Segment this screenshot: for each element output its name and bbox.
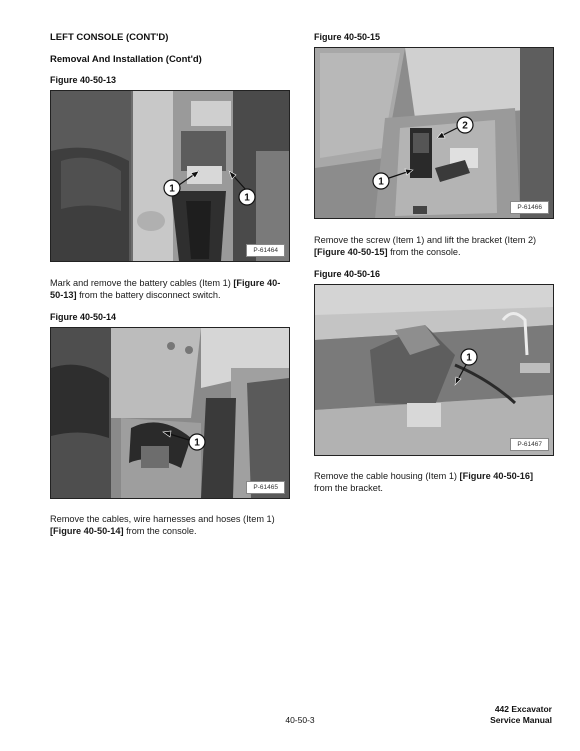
- text-run: Mark and remove the battery cables (Item 1): [50, 278, 234, 288]
- footer-product-block: [490, 704, 552, 726]
- section-title: LEFT CONSOLE (CONT'D): [50, 32, 169, 43]
- figure-caption: Figure 40-50-16: [314, 269, 381, 279]
- photo-id: P-61464: [246, 244, 285, 257]
- paragraph: [314, 234, 554, 258]
- figure-caption: Figure 40-50-13: [50, 75, 117, 85]
- callout-overlay: [51, 328, 289, 498]
- figure-reference: [Figure 40-50-15]: [314, 247, 388, 257]
- text-run: from the bracket.: [314, 483, 383, 493]
- figure-caption: Figure 40-50-14: [50, 312, 117, 322]
- figure-photo-40-50-15: [314, 47, 554, 219]
- callout-number: 1: [194, 437, 200, 449]
- page-number: 40-50-3: [285, 715, 315, 725]
- callout-overlay: [315, 285, 553, 455]
- text-run: from the console.: [123, 526, 197, 536]
- callout-number: 2: [462, 120, 468, 132]
- figure-reference: [Figure 40-: [233, 278, 281, 288]
- callout-overlay: [51, 91, 289, 261]
- text-run: from the battery disconnect switch.: [76, 290, 221, 300]
- figure-reference: 50-13]: [50, 290, 77, 300]
- figure-photo-40-50-14: [50, 327, 290, 499]
- paragraph: [314, 470, 554, 494]
- text-run: Remove the cable housing (Item 1): [314, 471, 460, 481]
- figure-reference: [Figure 40-50-14]: [50, 526, 124, 536]
- text-run: Remove the cables, wire harnesses and hoses (Item 1): [50, 514, 275, 524]
- callout-overlay: [315, 48, 553, 218]
- product-name: 442 Excavator: [494, 704, 552, 714]
- figure-photo-40-50-16: [314, 284, 554, 456]
- paragraph: [50, 277, 290, 301]
- callout-number: 1: [466, 352, 472, 364]
- callout-number: 1: [169, 183, 175, 195]
- figure-photo-40-50-13: [50, 90, 290, 262]
- photo-id: P-61465: [246, 481, 285, 494]
- subsection-title: Removal And Installation (Cont'd): [50, 54, 202, 65]
- text-run: from the console.: [387, 247, 461, 257]
- figure-reference: [Figure 40-50-16]: [459, 471, 534, 481]
- manual-name: Service Manual: [490, 715, 552, 725]
- callout-number: 1: [378, 176, 384, 188]
- paragraph: [50, 513, 290, 537]
- photo-id: P-61467: [510, 438, 549, 451]
- text-run: Remove the screw (Item 1) and lift the bracket (Item 2): [314, 235, 537, 245]
- callout-number: 1: [244, 192, 250, 204]
- figure-caption: Figure 40-50-15: [314, 32, 381, 42]
- photo-id: P-61466: [510, 201, 549, 214]
